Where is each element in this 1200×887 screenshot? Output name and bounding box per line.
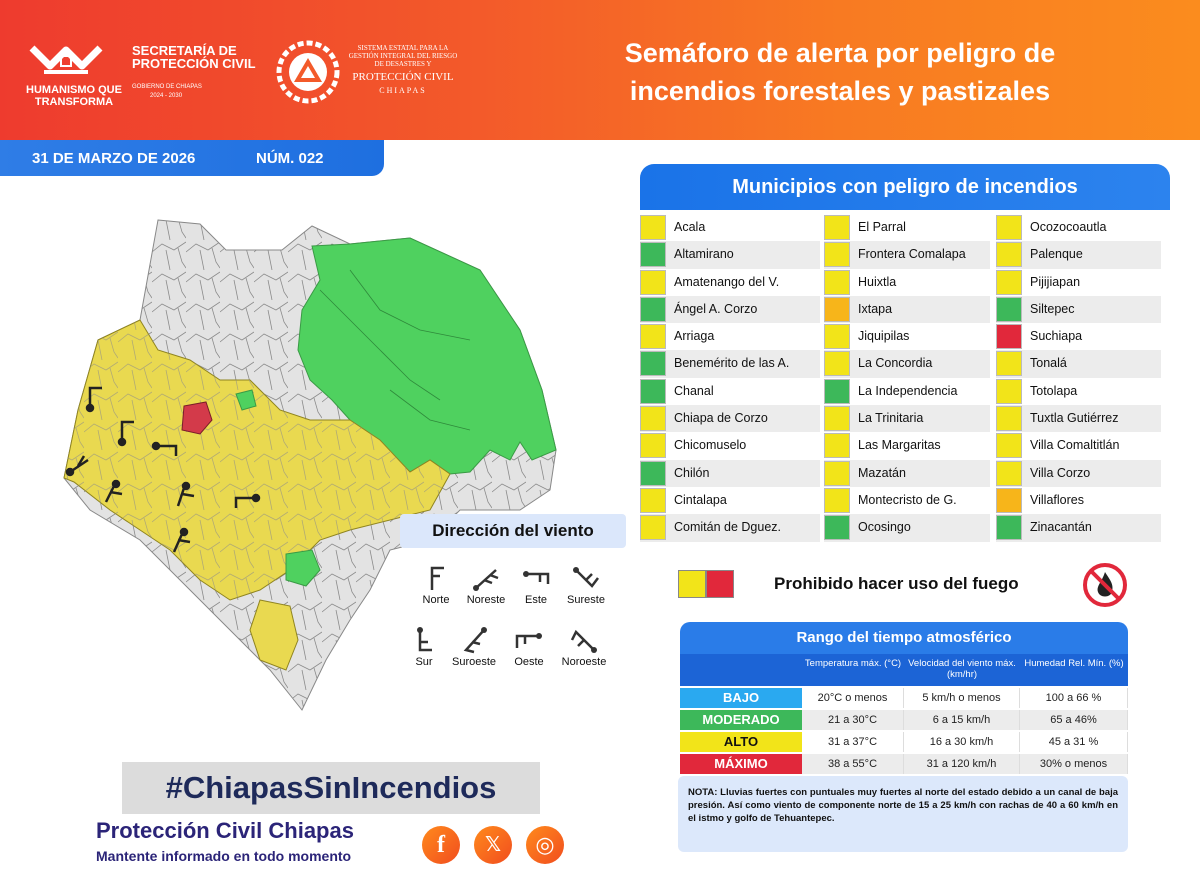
- municipio-level-swatch: [640, 433, 666, 458]
- municipio-name: Amatenango del V.: [674, 274, 780, 289]
- municipio-level-swatch: [996, 297, 1022, 322]
- secretaria-title: SECRETARÍA DE PROTECCIÓN CIVIL: [132, 43, 256, 71]
- municipio-level-swatch: [996, 433, 1022, 458]
- wind-label: Sureste: [567, 594, 605, 606]
- municipio-name: Ángel A. Corzo: [674, 301, 758, 316]
- municipio-level-swatch: [824, 433, 850, 458]
- municipio-level-swatch: [824, 379, 850, 404]
- municipio-row: [640, 432, 820, 459]
- municipio-name: Chanal: [674, 383, 714, 398]
- municipio-row: [996, 323, 1161, 350]
- municipio-name: Siltepec: [1030, 301, 1075, 316]
- wind-south-icon: [408, 626, 440, 654]
- municipios-title: Municipios con peligro de incendios: [732, 176, 1078, 198]
- municipio-level-swatch: [640, 515, 666, 540]
- municipio-name: Chilón: [674, 465, 710, 480]
- tagline: Mantente informado en todo momento: [96, 848, 352, 864]
- municipio-row: [996, 214, 1161, 241]
- municipio-name: Comitán de Dguez.: [674, 520, 782, 535]
- municipio-level-swatch: [824, 488, 850, 513]
- sistema-pc: PROTECCIÓN CIVIL: [352, 71, 454, 83]
- municipio-name: La Concordia: [858, 356, 933, 371]
- municipio-row: [824, 214, 990, 241]
- municipio-row: [824, 405, 990, 432]
- rango-header-humidity: Humedad Rel. Mín. (%): [1020, 654, 1128, 686]
- sistema-text: SISTEMA ESTATAL PARA LA GESTIÓN INTEGRAL DEL RIESGO DE DESASTRES Y: [348, 44, 458, 68]
- municipio-row: [996, 405, 1161, 432]
- municipio-level-swatch: [996, 379, 1022, 404]
- municipio-row: [996, 241, 1161, 268]
- municipio-row: [640, 378, 820, 405]
- prohibido-yellow-swatch: [678, 570, 706, 598]
- municipio-name: Ixtapa: [858, 301, 893, 316]
- municipio-name: Acala: [674, 220, 706, 234]
- municipio-name: Suchiapa: [1030, 329, 1083, 344]
- municipio-name: Frontera Comalapa: [858, 247, 966, 262]
- rango-header-temp: Temperatura máx. (°C): [802, 654, 904, 686]
- municipio-level-swatch: [640, 270, 666, 295]
- wind-northeast-icon: [470, 564, 502, 592]
- municipio-name: Palenque: [1030, 247, 1083, 262]
- wind-item-noroeste: [552, 626, 616, 668]
- wind-label: Noreste: [466, 594, 506, 606]
- rango-cell-wind: 6 a 15 km/h: [904, 710, 1020, 730]
- municipio-level-swatch: [824, 242, 850, 267]
- municipio-level-swatch: [996, 242, 1022, 267]
- rango-level: ALTO: [680, 732, 802, 752]
- wind-legend-title: Dirección del viento: [400, 514, 626, 548]
- municipio-row: [640, 487, 820, 514]
- municipio-row: [996, 378, 1161, 405]
- municipio-name: Benemérito de las A.: [674, 356, 790, 371]
- municipio-row: [824, 487, 990, 514]
- municipio-level-swatch: [824, 351, 850, 376]
- municipio-level-swatch: [996, 324, 1022, 349]
- wind-north-icon: [420, 564, 452, 592]
- municipio-row: [640, 514, 820, 541]
- municipio-level-swatch: [640, 379, 666, 404]
- proteccion-civil-seal-icon: [276, 40, 340, 104]
- municipio-name: Pijijiapan: [1030, 274, 1081, 289]
- municipio-row: [640, 214, 820, 241]
- municipio-row: [996, 460, 1161, 487]
- wind-west-icon: [513, 626, 545, 654]
- wind-northwest-icon: [568, 626, 600, 654]
- rango-cell-wind: 31 a 120 km/h: [904, 754, 1020, 774]
- rango-title: Rango del tiempo atmosférico: [680, 622, 1128, 654]
- page-title: [560, 34, 1120, 110]
- wind-label: Norte: [422, 594, 450, 606]
- municipio-level-swatch: [824, 215, 850, 240]
- municipio-level-swatch: [996, 215, 1022, 240]
- municipio-row: [824, 432, 990, 459]
- municipio-row: [640, 405, 820, 432]
- header: [0, 0, 1200, 140]
- municipio-name: Tuxtla Gutiérrez: [1030, 411, 1119, 426]
- municipio-row: [824, 460, 990, 487]
- municipio-name: Totolapa: [1030, 383, 1078, 398]
- municipio-level-swatch: [996, 270, 1022, 295]
- rango-cell-temp: 38 a 55°C: [802, 754, 904, 774]
- municipio-row: [640, 350, 820, 377]
- municipio-row: [824, 514, 990, 541]
- title-line-2: incendios forestales y pastizales: [629, 76, 1051, 106]
- municipio-level-swatch: [824, 297, 850, 322]
- municipio-row: [640, 296, 820, 323]
- rango-cell-temp: 20°C o menos: [802, 688, 904, 708]
- wind-southwest-icon: [458, 626, 490, 654]
- wind-label: Noroeste: [561, 656, 607, 668]
- facebook-icon[interactable]: f: [422, 826, 460, 864]
- secretaria-sub: GOBIERNO DE CHIAPAS: [132, 84, 202, 90]
- municipio-level-swatch: [640, 406, 666, 431]
- municipio-row: [996, 269, 1161, 296]
- municipio-level-swatch: [824, 515, 850, 540]
- rango-cell-hum: 100 a 66 %: [1020, 688, 1128, 708]
- prohibido-text: Prohibido hacer uso del fuego: [774, 574, 1019, 593]
- rango-cell-temp: 21 a 30°C: [802, 710, 904, 730]
- municipio-name: Altamirano: [674, 247, 734, 262]
- humanismo-logo-icon: [28, 38, 104, 86]
- rango-cell-hum: 45 a 31 %: [1020, 732, 1128, 752]
- wind-label: Sur: [415, 656, 433, 668]
- rango-level: MÁXIMO: [680, 754, 802, 774]
- municipio-row: [996, 514, 1161, 541]
- municipio-name: La Independencia: [858, 383, 958, 398]
- x-icon[interactable]: 𝕏: [474, 826, 512, 864]
- municipio-row: [824, 296, 990, 323]
- municipio-row: [996, 350, 1161, 377]
- wind-southeast-icon: [570, 564, 602, 592]
- municipios-column-3: [996, 214, 1161, 542]
- municipio-name: Jiquipilas: [858, 329, 910, 344]
- logo-text: HUMANISMO QUE TRANSFORMA: [26, 84, 122, 108]
- municipio-row: [824, 323, 990, 350]
- municipio-level-swatch: [640, 215, 666, 240]
- municipio-name: Arriaga: [674, 329, 715, 344]
- title-line-1: Semáforo de alerta por peligro de: [624, 38, 1056, 68]
- no-fire-icon: [1082, 562, 1128, 608]
- municipio-level-swatch: [640, 297, 666, 322]
- municipio-level-swatch: [824, 461, 850, 486]
- municipio-level-swatch: [824, 406, 850, 431]
- municipio-level-swatch: [996, 351, 1022, 376]
- municipio-name: La Trinitaria: [858, 411, 924, 426]
- municipio-level-swatch: [996, 461, 1022, 486]
- municipios-column-2: [824, 214, 990, 542]
- municipio-name: Ocozocoautla: [1030, 220, 1107, 234]
- municipio-level-swatch: [640, 351, 666, 376]
- instagram-icon[interactable]: ◎: [526, 826, 564, 864]
- wind-item-sureste: [554, 564, 618, 606]
- wind-label: Oeste: [514, 656, 544, 668]
- municipio-level-swatch: [640, 488, 666, 513]
- date-bar: [0, 140, 384, 176]
- municipio-name: Huixtla: [858, 274, 897, 289]
- municipio-row: [996, 432, 1161, 459]
- rango-level: MODERADO: [680, 710, 802, 730]
- municipio-name: Villaflores: [1030, 492, 1084, 507]
- municipio-level-swatch: [824, 324, 850, 349]
- municipio-row: [824, 378, 990, 405]
- municipio-level-swatch: [996, 515, 1022, 540]
- secretaria-years: 2024 - 2030: [150, 93, 183, 99]
- municipio-name: Villa Comaltitlán: [1030, 438, 1120, 453]
- municipio-row: [640, 323, 820, 350]
- municipio-level-swatch: [824, 270, 850, 295]
- rango-level: BAJO: [680, 688, 802, 708]
- rango-cell-hum: 30% o menos: [1020, 754, 1128, 774]
- wind-label: Este: [524, 594, 547, 606]
- bulletin-number: NÚM. 022: [256, 150, 324, 167]
- rango-cell-temp: 31 a 37°C: [802, 732, 904, 752]
- municipio-name: Villa Corzo: [1030, 465, 1091, 480]
- rango-cell-wind: 16 a 30 km/h: [904, 732, 1020, 752]
- rango-header-wind: Velocidad del viento máx. (km/hr): [904, 654, 1020, 686]
- municipio-row: [824, 241, 990, 268]
- bulletin-date: 31 DE MARZO DE 2026: [32, 150, 196, 167]
- prohibido-red-swatch: [706, 570, 734, 598]
- municipio-name: Mazatán: [858, 465, 906, 480]
- municipio-name: Chicomuselo: [674, 438, 747, 453]
- municipio-name: Cintalapa: [674, 492, 727, 507]
- rango-cell-hum: 65 a 46%: [1020, 710, 1128, 730]
- org-name: Protección Civil Chiapas: [96, 818, 354, 843]
- municipio-name: Zinacantán: [1030, 520, 1092, 535]
- municipio-row: [824, 350, 990, 377]
- municipio-row: [824, 269, 990, 296]
- municipio-row: [640, 460, 820, 487]
- municipio-level-swatch: [640, 324, 666, 349]
- municipios-header: [640, 164, 1170, 210]
- municipio-row: [996, 296, 1161, 323]
- municipio-level-swatch: [640, 242, 666, 267]
- wind-label: Suroeste: [451, 656, 497, 668]
- municipio-row: [640, 241, 820, 268]
- municipio-name: Montecristo de G.: [858, 492, 957, 507]
- municipio-level-swatch: [996, 406, 1022, 431]
- rango-cell-wind: 5 km/h o menos: [904, 688, 1020, 708]
- rango-header-blank: [680, 654, 802, 686]
- sistema-state: CHIAPAS: [379, 86, 427, 95]
- hashtag: #ChiapasSinIncendios: [122, 762, 540, 814]
- municipio-level-swatch: [640, 461, 666, 486]
- municipio-row: [640, 269, 820, 296]
- municipio-row: [996, 487, 1161, 514]
- nota-text: NOTA: Lluvias fuertes con puntuales muy fuertes al norte del estado debido a un canal de baja presión. Así como viento de componente norte de 15 a 25 km/h con rachas de 40 a 60 km/h en el istmo y golfo de Tehuantepec.: [678, 776, 1128, 852]
- municipio-name: Tonalá: [1030, 356, 1067, 371]
- municipio-name: Las Margaritas: [858, 438, 941, 453]
- municipios-column-1: [640, 214, 820, 542]
- municipio-level-swatch: [996, 488, 1022, 513]
- municipio-name: Chiapa de Corzo: [674, 411, 768, 426]
- municipio-name: Ocosingo: [858, 520, 911, 535]
- wind-east-icon: [520, 564, 552, 592]
- municipio-name: El Parral: [858, 220, 906, 234]
